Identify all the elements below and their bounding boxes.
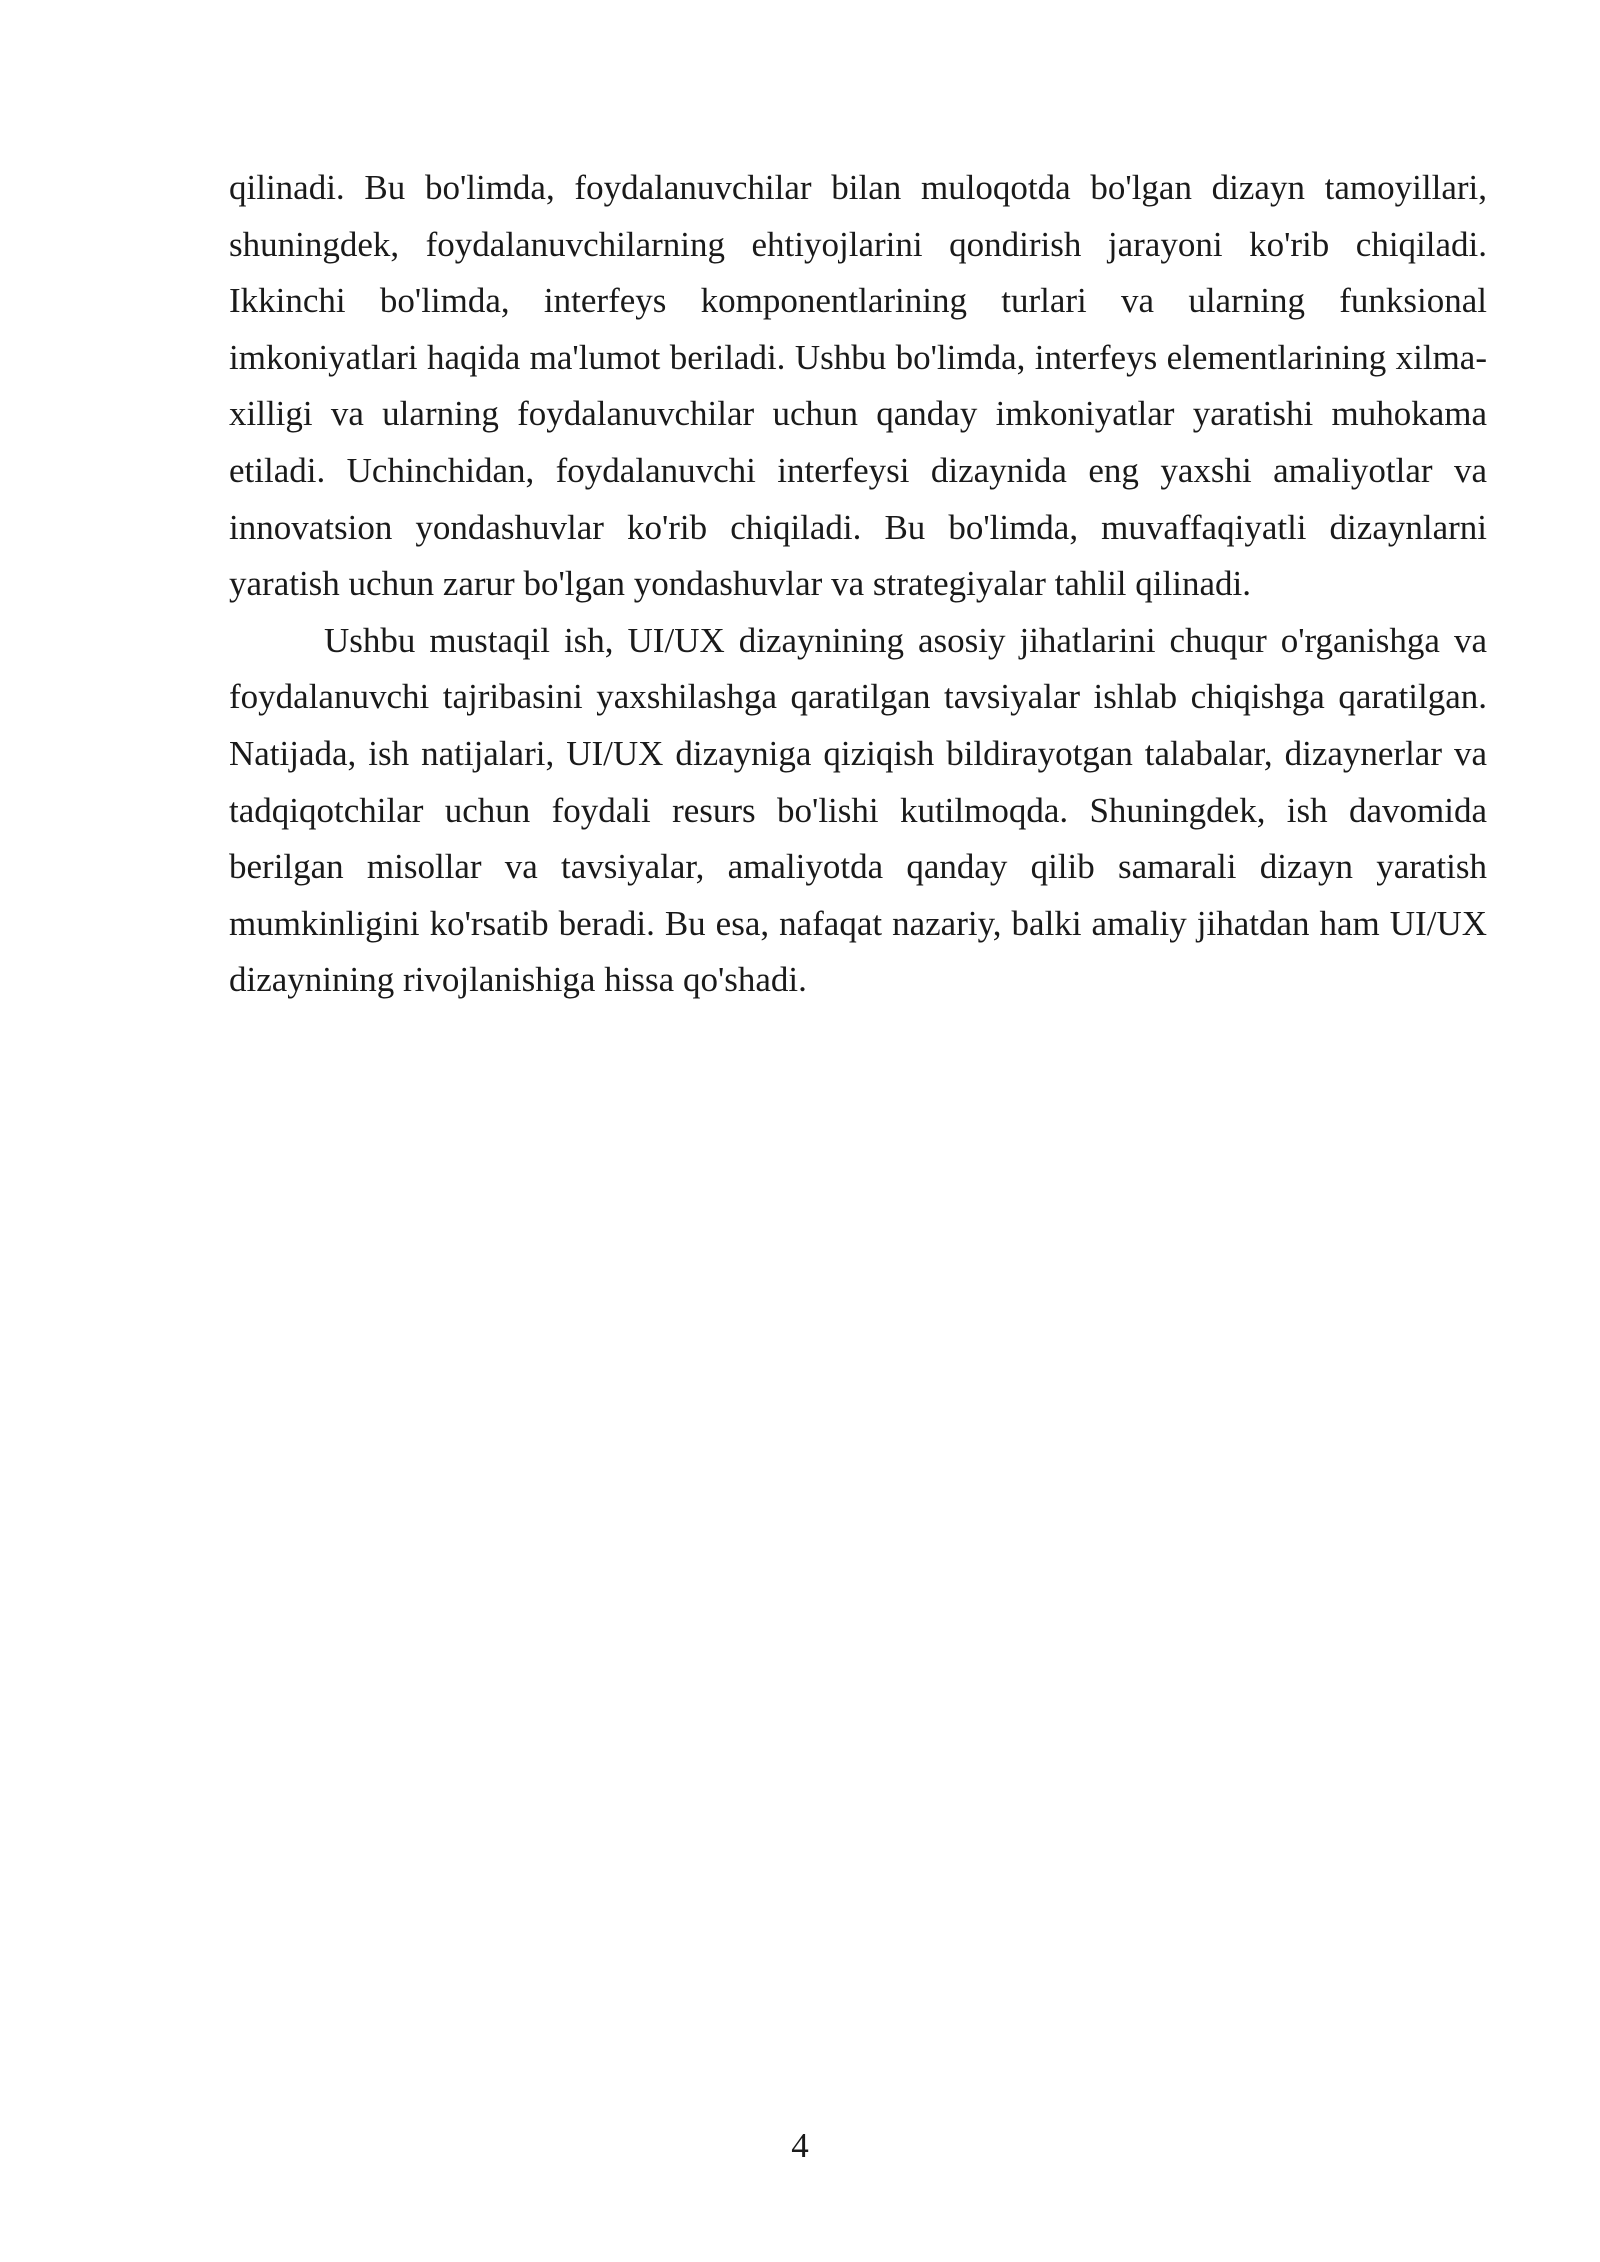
page-number: 4 [791, 2126, 809, 2165]
paragraph-continuation: qilinadi. Bu bo'limda, foydalanuvchilar bilan muloqotda bo'lgan dizayn tamoyillari, shuningdek, foydalanuvchilarning ehtiyojlarini qondirish jarayoni ko'rib chiqiladi. Ikkinchi bo'limda, interfeys komponentlarining turlari va ularning funksional imkoniyatlari haqida ma'lumot beriladi. Ushbu bo'limda, interfeys elementlarining xilma-xilligi va ularning foydalanuvchilar uchun qanday imkoniyatlar yaratishi muhokama etiladi. Uchinchidan, foydalanuvchi interfeysi dizaynida eng yaxshi amaliyotlar va innovatsion yondashuvlar ko'rib chiqiladi. Bu bo'limda, muvaffaqiyatli dizaynlarni yaratish uchun zarur bo'lgan yondashuvlar va strategiyalar tahlil qilinadi. [229, 168, 1487, 604]
paragraph-conclusion: Ushbu mustaqil ish, UI/UX dizaynining asosiy jihatlarini chuqur o'rganishga va foydalanuvchi tajribasini yaxshilashga qaratilgan tavsiyalar ishlab chiqishga qaratilgan. Natijada, ish natijalari, UI/UX dizayniga qiziqish bildirayotgan talabalar, dizaynerlar va tadqiqotchilar uchun foydali resurs bo'lishi kutilmoqda. Shuningdek, ish davomida berilgan misollar va tavsiyalar, amaliyotda qanday qilib samarali dizayn yaratish mumkinligini ko'rsatib beradi. Bu esa, nafaqat nazariy, balki amaliy jihatdan ham UI/UX dizaynining rivojlanishiga hissa qo'shadi. [229, 620, 1487, 1000]
body-text [229, 160, 1487, 1009]
